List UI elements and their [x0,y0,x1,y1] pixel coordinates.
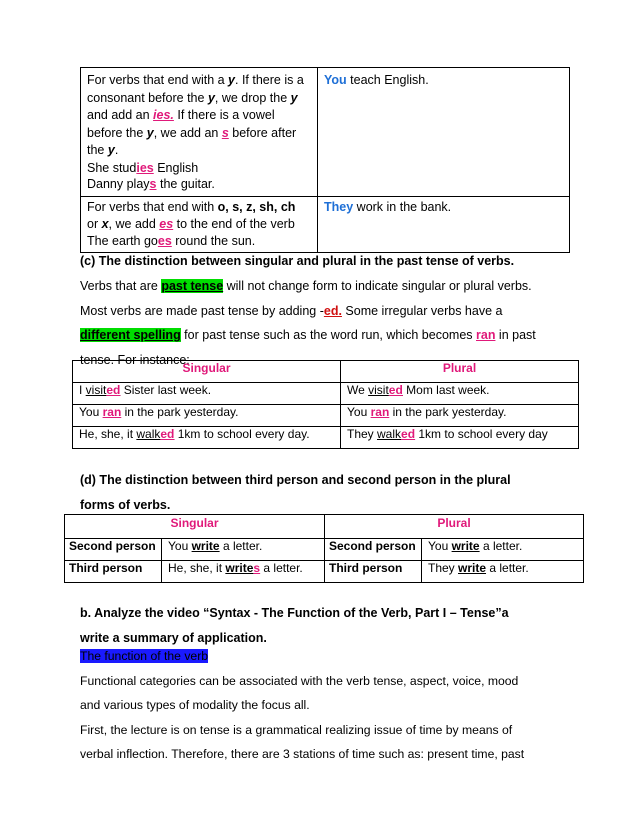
verb-rules-table [80,67,570,253]
table-row [81,68,570,197]
rule-cell: For verbs that end with o, s, z, sh, ch or x, we add es to the end of the verb The earth goes round the sun. [81,196,318,252]
header-singular: Singular [73,361,341,383]
table-row: Second person You write a letter. Second person You write a letter. [65,539,584,561]
table-row: Third person He, she, it writes a letter. Third person They write a letter. [65,561,584,583]
person-table [64,514,584,583]
table-row: I visited Sister last week. We visited Mom last week. [73,383,579,405]
section-b-body: The function of the verb Functional categories can be associated with the verb tense, aspect, voice, mood and various types of modality the focus all. First, the lecture is on tense is a grammatical realizing issue of time by means of verbal inflection. Therefore, there are 3 stations of time such as: present time, past [80,649,525,761]
example-cell: You teach English. [318,68,570,197]
table-header-row [65,515,584,539]
header-singular: Singular [65,515,325,539]
section-c-heading: (c) The distinction between singular and plural in the past tense of verbs. [80,254,515,268]
section-c-body: Verbs that are past tense will not change form to indicate singular or plural verbs. Most verbs are made past tense by adding -ed. Some irregular verbs have a different spelling for past tense such as the word run, which becomes ran in past tense. For instance: [80,279,536,367]
section-d-heading: (d) The distinction between third person and second person in the plural forms of verbs. [80,473,511,512]
rule-cell: For verbs that end with a y. If there is a consonant before the y, we drop the y and add an ies. If there is a vowel before the y, we add an s before after the y. She studies English Danny plays the guitar. [81,68,318,197]
section-b-heading: b. Analyze the video “Syntax - The Function of the Verb, Part I – Tense”a write a summary of application. [80,606,509,645]
example-cell: They work in the bank. [318,196,570,252]
past-tense-table [72,360,579,449]
header-plural: Plural [325,515,584,539]
function-of-verb-highlight: The function of the verb [80,649,209,663]
table-header-row [73,361,579,383]
header-plural: Plural [341,361,579,383]
table-row [81,196,570,252]
table-row: You ran in the park yesterday. You ran in the park yesterday. [73,405,579,427]
table-row: He, she, it walked 1km to school every day. They walked 1km to school every day [73,427,579,449]
